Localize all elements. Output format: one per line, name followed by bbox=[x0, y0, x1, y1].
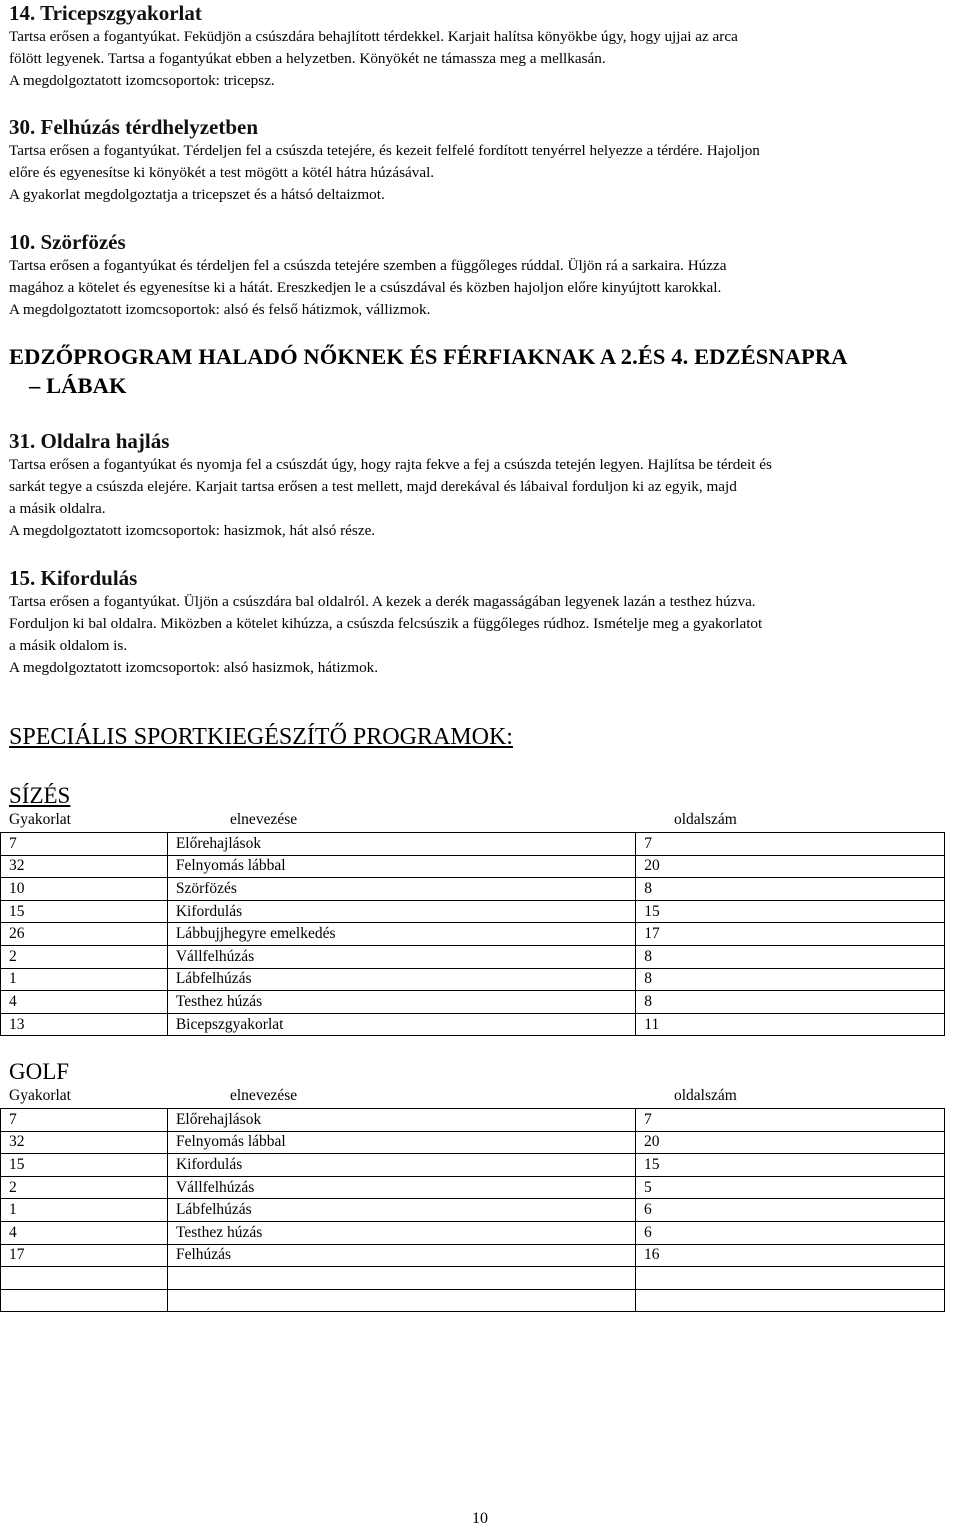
exercise-text-line: magához a kötelet és egyenesítse ki a hátát. Ereszkedjen le a csúszdával és közben hajoljon előre kinyújtott karokkal. bbox=[9, 279, 722, 296]
page-number-cell: 17 bbox=[636, 923, 945, 946]
exercise-section bbox=[9, 0, 954, 92]
table-row bbox=[1, 855, 945, 878]
table-row bbox=[1, 968, 945, 991]
exercise-text-line: fölött legyenek. Tartsa a fogantyúkat ebben a helyzetben. Könyökét ne támassza meg a mellkasán. bbox=[9, 50, 606, 67]
column-header-exercise: Gyakorlat bbox=[9, 1087, 71, 1104]
exercise-text-line: Forduljon ki bal oldalra. Miközben a kötelet kihúzza, a csúszda felcsúszik a függőleges rúdhoz. Ismételje meg a gyakorlatot bbox=[9, 615, 763, 632]
exercise-name-cell: Vállfelhúzás bbox=[167, 945, 635, 968]
exercise-name-cell: Bicepszgyakorlat bbox=[167, 1013, 635, 1036]
program-heading bbox=[9, 342, 954, 400]
special-programs-heading bbox=[9, 722, 954, 752]
page-number-cell: 16 bbox=[636, 1244, 945, 1267]
exercise-title: 31. Oldalra hajlás bbox=[9, 429, 170, 453]
page-number-cell: 5 bbox=[636, 1176, 945, 1199]
exercise-name-cell: Lábfelhúzás bbox=[167, 968, 635, 991]
exercise-name-cell: Felnyomás lábbal bbox=[167, 1131, 635, 1154]
column-header-page: oldalszám bbox=[674, 1087, 737, 1104]
ski-table bbox=[0, 832, 945, 1036]
exercise-number-cell: 7 bbox=[1, 1109, 168, 1132]
table-row bbox=[1, 991, 945, 1014]
table-row bbox=[1, 1109, 945, 1132]
exercise-number-cell bbox=[1, 1289, 168, 1312]
exercise-number-cell: 32 bbox=[1, 855, 168, 878]
column-header-page: oldalszám bbox=[674, 811, 737, 828]
exercise-text-line: Tartsa erősen a fogantyúkat. Térdeljen fel a csúszda tetejére, és kezeit felfelé fordított tenyérrel helyezze a térdére. Hajoljon bbox=[9, 142, 760, 159]
exercise-number-cell: 13 bbox=[1, 1013, 168, 1036]
exercise-text-line: a másik oldalom is. bbox=[9, 637, 128, 654]
exercise-number-cell: 10 bbox=[1, 878, 168, 901]
exercise-name-cell: Testhez húzás bbox=[167, 991, 635, 1014]
page-number-cell: 6 bbox=[636, 1221, 945, 1244]
table-row bbox=[1, 1267, 945, 1290]
table-row bbox=[1, 1176, 945, 1199]
column-header-exercise: Gyakorlat bbox=[9, 811, 71, 828]
exercise-text-line: A megdolgoztatott izomcsoportok: hasizmok, hát alsó része. bbox=[9, 522, 376, 539]
exercise-name-cell: Előrehajlások bbox=[167, 1109, 635, 1132]
exercise-title: 15. Kifordulás bbox=[9, 566, 138, 590]
exercise-title: 10. Szörfözés bbox=[9, 230, 126, 254]
exercise-text-line: a másik oldalra. bbox=[9, 500, 106, 517]
table-row bbox=[1, 878, 945, 901]
exercise-name-cell: Kifordulás bbox=[167, 900, 635, 923]
ski-section bbox=[9, 782, 954, 1033]
table-row bbox=[1, 1221, 945, 1244]
exercise-section bbox=[9, 229, 954, 321]
exercise-section bbox=[9, 114, 954, 206]
exercise-text-line: A gyakorlat megdolgoztatja a tricepszet és a hátsó deltaizmot. bbox=[9, 186, 385, 203]
page-number-cell: 7 bbox=[636, 833, 945, 856]
exercise-name-cell: Előrehajlások bbox=[167, 833, 635, 856]
exercise-name-cell: Testhez húzás bbox=[167, 1221, 635, 1244]
page-number-cell: 8 bbox=[636, 991, 945, 1014]
page-number-cell: 20 bbox=[636, 1131, 945, 1154]
exercise-text-line: A megdolgoztatott izomcsoportok: alsó hasizmok, hátizmok. bbox=[9, 659, 379, 676]
exercise-number-cell: 1 bbox=[1, 1199, 168, 1222]
exercise-number-cell bbox=[1, 1267, 168, 1290]
exercise-name-cell: Szörfözés bbox=[167, 878, 635, 901]
exercise-number-cell: 17 bbox=[1, 1244, 168, 1267]
page-number-cell: 8 bbox=[636, 945, 945, 968]
exercise-text-line: Tartsa erősen a fogantyúkat. Feküdjön a csúszdára behajlított térdekkel. Karjait halítsa könyökbe úgy, hogy ujjai az arca bbox=[9, 28, 738, 45]
exercise-name-cell: Lábbujjhegyre emelkedés bbox=[167, 923, 635, 946]
page-number-cell: 8 bbox=[636, 968, 945, 991]
exercise-title: 30. Felhúzás térdhelyzetben bbox=[9, 115, 259, 139]
page-number-cell bbox=[636, 1289, 945, 1312]
ski-title: SÍZÉS bbox=[9, 783, 71, 808]
table-row bbox=[1, 833, 945, 856]
exercise-number-cell: 4 bbox=[1, 1221, 168, 1244]
page-number-cell: 15 bbox=[636, 900, 945, 923]
exercise-title: 14. Tricepszgyakorlat bbox=[9, 1, 202, 25]
exercise-name-cell: Felnyomás lábbal bbox=[167, 855, 635, 878]
table-row bbox=[1, 1244, 945, 1267]
exercise-text-line: Tartsa erősen a fogantyúkat. Üljön a csúszdára bal oldalról. A kezek a derék magasságában legyenek lazán a testhez húzva. bbox=[9, 593, 756, 610]
exercise-text-line: előre és egyenesítse ki könyökét a test mögött a kötél hátra húzásával. bbox=[9, 164, 435, 181]
page-number-cell: 11 bbox=[636, 1013, 945, 1036]
table-row bbox=[1, 1289, 945, 1312]
exercise-name-cell: Vállfelhúzás bbox=[167, 1176, 635, 1199]
golf-title: GOLF bbox=[9, 1059, 70, 1084]
program-title-line: – LÁBAK bbox=[29, 373, 127, 398]
exercise-number-cell: 7 bbox=[1, 833, 168, 856]
exercise-section bbox=[9, 428, 954, 542]
exercise-number-cell: 1 bbox=[1, 968, 168, 991]
exercise-text-line: A megdolgoztatott izomcsoportok: tricepsz. bbox=[9, 72, 275, 89]
exercise-text-line: Tartsa erősen a fogantyúkat és térdeljen fel a csúszda tetejére szemben a függőleges rúddal. Üljön rá a sarkaira. Húzza bbox=[9, 257, 727, 274]
table-row bbox=[1, 923, 945, 946]
golf-section bbox=[9, 1058, 954, 1264]
golf-table bbox=[0, 1108, 945, 1312]
table-row bbox=[1, 1131, 945, 1154]
exercise-name-cell bbox=[167, 1267, 635, 1290]
exercise-name-cell: Lábfelhúzás bbox=[167, 1199, 635, 1222]
program-title-line: EDZŐPROGRAM HALADÓ NŐKNEK ÉS FÉRFIAKNAK A 2.ÉS 4. EDZÉSNAPRA bbox=[9, 344, 848, 369]
table-row bbox=[1, 945, 945, 968]
exercise-number-cell: 32 bbox=[1, 1131, 168, 1154]
exercise-name-cell bbox=[167, 1289, 635, 1312]
exercise-number-cell: 15 bbox=[1, 1154, 168, 1177]
table-row bbox=[1, 1154, 945, 1177]
page-number-cell: 20 bbox=[636, 855, 945, 878]
exercise-number-cell: 2 bbox=[1, 945, 168, 968]
table-row bbox=[1, 1013, 945, 1036]
exercise-text-line: A megdolgoztatott izomcsoportok: alsó és felső hátizmok, vállizmok. bbox=[9, 301, 431, 318]
column-header-name: elnevezése bbox=[230, 811, 298, 828]
page-number-cell: 15 bbox=[636, 1154, 945, 1177]
special-programs-title: SPECIÁLIS SPORTKIEGÉSZÍTŐ PROGRAMOK: bbox=[9, 724, 513, 750]
exercise-text-line: Tartsa erősen a fogantyúkat és nyomja fel a csúszdát úgy, hogy rajta fekve a fej a csúszda tetején legyen. Hajlítsa be térdeit és bbox=[9, 456, 772, 473]
exercise-number-cell: 26 bbox=[1, 923, 168, 946]
exercise-section bbox=[9, 565, 954, 679]
exercise-name-cell: Kifordulás bbox=[167, 1154, 635, 1177]
exercise-number-cell: 2 bbox=[1, 1176, 168, 1199]
exercise-name-cell: Felhúzás bbox=[167, 1244, 635, 1267]
exercise-number-cell: 15 bbox=[1, 900, 168, 923]
table-row bbox=[1, 1199, 945, 1222]
page-number-cell: 6 bbox=[636, 1199, 945, 1222]
column-header-name: elnevezése bbox=[230, 1087, 298, 1104]
exercise-number-cell: 4 bbox=[1, 991, 168, 1014]
table-row bbox=[1, 900, 945, 923]
page-number-cell: 7 bbox=[636, 1109, 945, 1132]
exercise-text-line: sarkát tegye a csúszda elejére. Karjait tartsa erősen a test mellett, majd derekával és lábaival forduljon ki az egyik, majd bbox=[9, 478, 737, 495]
page-number-cell: 8 bbox=[636, 878, 945, 901]
page-number: 10 bbox=[472, 1510, 488, 1527]
page-number-cell bbox=[636, 1267, 945, 1290]
